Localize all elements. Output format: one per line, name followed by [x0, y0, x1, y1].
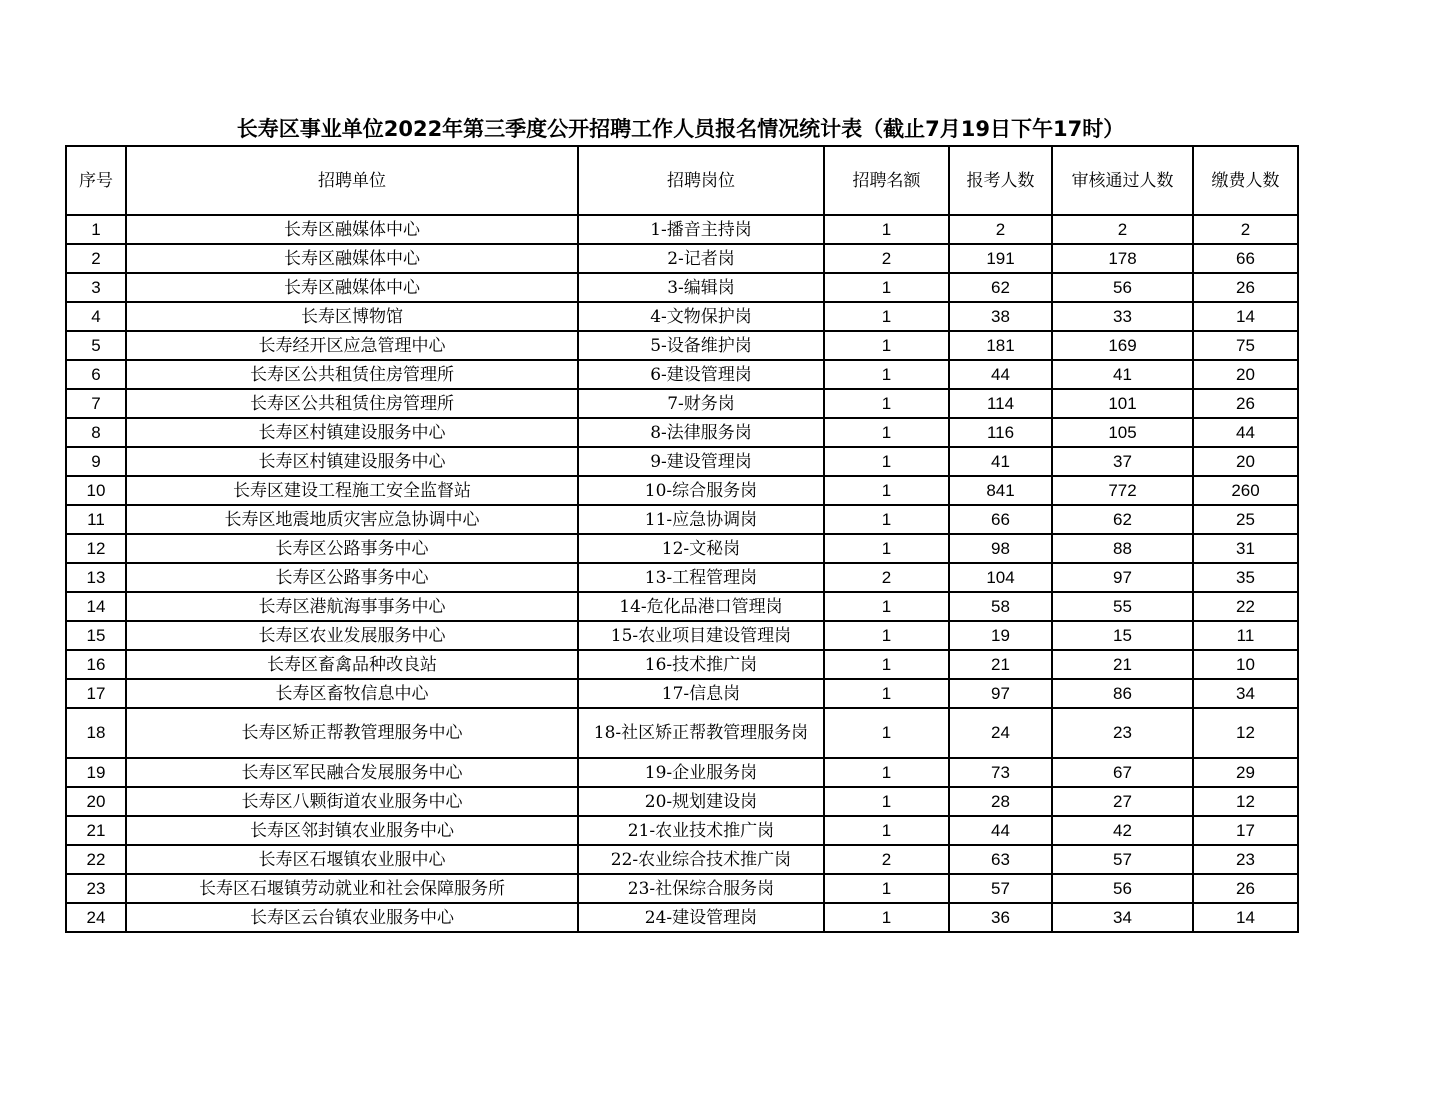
cell-approved: 67	[1052, 758, 1193, 787]
cell-paid: 22	[1193, 592, 1298, 621]
cell-applicants: 28	[949, 787, 1052, 816]
cell-post: 19-企业服务岗	[578, 758, 824, 787]
table-row	[66, 476, 1298, 505]
cell-applicants: 57	[949, 874, 1052, 903]
cell-approved: 105	[1052, 418, 1193, 447]
cell-quota: 1	[824, 787, 949, 816]
header-quota: 招聘名额	[824, 146, 949, 215]
cell-unit: 长寿区融媒体中心	[126, 244, 578, 273]
cell-applicants: 24	[949, 708, 1052, 758]
cell-index: 6	[66, 360, 126, 389]
cell-unit: 长寿区畜禽品种改良站	[126, 650, 578, 679]
cell-post: 1-播音主持岗	[578, 215, 824, 244]
cell-unit: 长寿区畜牧信息中心	[126, 679, 578, 708]
cell-quota: 1	[824, 331, 949, 360]
cell-approved: 88	[1052, 534, 1193, 563]
cell-index: 7	[66, 389, 126, 418]
cell-approved: 42	[1052, 816, 1193, 845]
table-body	[66, 215, 1298, 932]
cell-unit: 长寿区石堰镇农业服中心	[126, 845, 578, 874]
table-row	[66, 302, 1298, 331]
cell-post: 23-社保综合服务岗	[578, 874, 824, 903]
cell-unit: 长寿区石堰镇劳动就业和社会保障服务所	[126, 874, 578, 903]
cell-index: 21	[66, 816, 126, 845]
cell-index: 1	[66, 215, 126, 244]
table-row	[66, 758, 1298, 787]
table-row	[66, 563, 1298, 592]
cell-quota: 1	[824, 592, 949, 621]
cell-unit: 长寿区地震地质灾害应急协调中心	[126, 505, 578, 534]
cell-approved: 169	[1052, 331, 1193, 360]
cell-quota: 2	[824, 244, 949, 273]
cell-paid: 10	[1193, 650, 1298, 679]
cell-quota: 1	[824, 418, 949, 447]
cell-unit: 长寿区八颗街道农业服务中心	[126, 787, 578, 816]
cell-applicants: 58	[949, 592, 1052, 621]
cell-index: 17	[66, 679, 126, 708]
cell-quota: 1	[824, 360, 949, 389]
cell-approved: 41	[1052, 360, 1193, 389]
cell-quota: 1	[824, 389, 949, 418]
cell-paid: 14	[1193, 302, 1298, 331]
cell-applicants: 38	[949, 302, 1052, 331]
cell-post: 7-财务岗	[578, 389, 824, 418]
cell-paid: 31	[1193, 534, 1298, 563]
cell-index: 8	[66, 418, 126, 447]
cell-unit: 长寿区港航海事事务中心	[126, 592, 578, 621]
cell-unit: 长寿经开区应急管理中心	[126, 331, 578, 360]
header-index: 序号	[66, 146, 126, 215]
cell-post: 6-建设管理岗	[578, 360, 824, 389]
cell-paid: 17	[1193, 816, 1298, 845]
table-row	[66, 874, 1298, 903]
cell-index: 20	[66, 787, 126, 816]
cell-post: 2-记者岗	[578, 244, 824, 273]
cell-unit: 长寿区融媒体中心	[126, 215, 578, 244]
cell-post: 8-法律服务岗	[578, 418, 824, 447]
cell-paid: 34	[1193, 679, 1298, 708]
cell-unit: 长寿区农业发展服务中心	[126, 621, 578, 650]
cell-applicants: 66	[949, 505, 1052, 534]
cell-paid: 75	[1193, 331, 1298, 360]
table-row	[66, 708, 1298, 758]
cell-post: 14-危化品港口管理岗	[578, 592, 824, 621]
header-applicants: 报考人数	[949, 146, 1052, 215]
cell-quota: 2	[824, 845, 949, 874]
cell-approved: 27	[1052, 787, 1193, 816]
cell-applicants: 104	[949, 563, 1052, 592]
cell-applicants: 97	[949, 679, 1052, 708]
cell-unit: 长寿区村镇建设服务中心	[126, 418, 578, 447]
cell-post: 10-综合服务岗	[578, 476, 824, 505]
cell-applicants: 62	[949, 273, 1052, 302]
cell-unit: 长寿区公共租赁住房管理所	[126, 360, 578, 389]
table-row	[66, 650, 1298, 679]
cell-index: 19	[66, 758, 126, 787]
cell-quota: 1	[824, 534, 949, 563]
table-row	[66, 244, 1298, 273]
cell-paid: 26	[1193, 273, 1298, 302]
cell-post: 16-技术推广岗	[578, 650, 824, 679]
cell-paid: 26	[1193, 874, 1298, 903]
table-row	[66, 447, 1298, 476]
table-row	[66, 215, 1298, 244]
cell-index: 11	[66, 505, 126, 534]
table-row	[66, 360, 1298, 389]
cell-approved: 37	[1052, 447, 1193, 476]
cell-index: 24	[66, 903, 126, 932]
cell-post: 13-工程管理岗	[578, 563, 824, 592]
cell-post: 18-社区矫正帮教管理服务岗	[578, 708, 824, 758]
header-paid: 缴费人数	[1193, 146, 1298, 215]
cell-unit: 长寿区云台镇农业服务中心	[126, 903, 578, 932]
table-row	[66, 331, 1298, 360]
cell-applicants: 44	[949, 816, 1052, 845]
cell-paid: 12	[1193, 787, 1298, 816]
cell-quota: 1	[824, 758, 949, 787]
cell-unit: 长寿区建设工程施工安全监督站	[126, 476, 578, 505]
cell-applicants: 44	[949, 360, 1052, 389]
cell-approved: 97	[1052, 563, 1193, 592]
table-row	[66, 621, 1298, 650]
header-approved: 审核通过人数	[1052, 146, 1193, 215]
cell-applicants: 41	[949, 447, 1052, 476]
table-row	[66, 389, 1298, 418]
cell-applicants: 63	[949, 845, 1052, 874]
cell-applicants: 73	[949, 758, 1052, 787]
cell-approved: 56	[1052, 273, 1193, 302]
cell-index: 15	[66, 621, 126, 650]
cell-unit: 长寿区军民融合发展服务中心	[126, 758, 578, 787]
cell-paid: 23	[1193, 845, 1298, 874]
cell-quota: 2	[824, 563, 949, 592]
cell-paid: 260	[1193, 476, 1298, 505]
cell-index: 13	[66, 563, 126, 592]
cell-approved: 15	[1052, 621, 1193, 650]
cell-applicants: 841	[949, 476, 1052, 505]
cell-applicants: 114	[949, 389, 1052, 418]
cell-applicants: 116	[949, 418, 1052, 447]
cell-paid: 44	[1193, 418, 1298, 447]
cell-post: 5-设备维护岗	[578, 331, 824, 360]
cell-unit: 长寿区公共租赁住房管理所	[126, 389, 578, 418]
cell-quota: 1	[824, 903, 949, 932]
table-row	[66, 505, 1298, 534]
table-header-row	[66, 146, 1298, 215]
cell-paid: 20	[1193, 360, 1298, 389]
cell-post: 22-农业综合技术推广岗	[578, 845, 824, 874]
table-row	[66, 418, 1298, 447]
cell-post: 17-信息岗	[578, 679, 824, 708]
header-post: 招聘岗位	[578, 146, 824, 215]
cell-quota: 1	[824, 621, 949, 650]
cell-approved: 56	[1052, 874, 1193, 903]
cell-approved: 62	[1052, 505, 1193, 534]
cell-index: 16	[66, 650, 126, 679]
cell-approved: 178	[1052, 244, 1193, 273]
cell-unit: 长寿区融媒体中心	[126, 273, 578, 302]
cell-approved: 34	[1052, 903, 1193, 932]
cell-quota: 1	[824, 215, 949, 244]
cell-approved: 86	[1052, 679, 1193, 708]
cell-paid: 29	[1193, 758, 1298, 787]
cell-quota: 1	[824, 650, 949, 679]
table-row	[66, 679, 1298, 708]
cell-index: 14	[66, 592, 126, 621]
cell-post: 12-文秘岗	[578, 534, 824, 563]
cell-unit: 长寿区公路事务中心	[126, 534, 578, 563]
recruitment-statistics-table	[65, 145, 1299, 933]
table-row	[66, 903, 1298, 932]
cell-unit: 长寿区邻封镇农业服务中心	[126, 816, 578, 845]
cell-approved: 57	[1052, 845, 1193, 874]
cell-approved: 23	[1052, 708, 1193, 758]
cell-post: 20-规划建设岗	[578, 787, 824, 816]
cell-post: 21-农业技术推广岗	[578, 816, 824, 845]
header-unit: 招聘单位	[126, 146, 578, 215]
cell-quota: 1	[824, 447, 949, 476]
cell-paid: 2	[1193, 215, 1298, 244]
cell-approved: 33	[1052, 302, 1193, 331]
cell-unit: 长寿区博物馆	[126, 302, 578, 331]
cell-quota: 1	[824, 816, 949, 845]
cell-applicants: 191	[949, 244, 1052, 273]
table-row	[66, 787, 1298, 816]
cell-approved: 55	[1052, 592, 1193, 621]
cell-index: 12	[66, 534, 126, 563]
cell-post: 9-建设管理岗	[578, 447, 824, 476]
cell-paid: 20	[1193, 447, 1298, 476]
cell-quota: 1	[824, 505, 949, 534]
cell-post: 11-应急协调岗	[578, 505, 824, 534]
cell-applicants: 36	[949, 903, 1052, 932]
cell-paid: 35	[1193, 563, 1298, 592]
table-row	[66, 816, 1298, 845]
cell-paid: 12	[1193, 708, 1298, 758]
cell-post: 4-文物保护岗	[578, 302, 824, 331]
cell-unit: 长寿区矫正帮教管理服务中心	[126, 708, 578, 758]
cell-index: 22	[66, 845, 126, 874]
cell-unit: 长寿区村镇建设服务中心	[126, 447, 578, 476]
cell-applicants: 21	[949, 650, 1052, 679]
table-row	[66, 592, 1298, 621]
cell-approved: 2	[1052, 215, 1193, 244]
cell-quota: 1	[824, 476, 949, 505]
cell-index: 2	[66, 244, 126, 273]
cell-applicants: 98	[949, 534, 1052, 563]
cell-applicants: 2	[949, 215, 1052, 244]
cell-paid: 66	[1193, 244, 1298, 273]
cell-post: 24-建设管理岗	[578, 903, 824, 932]
table-row	[66, 845, 1298, 874]
cell-paid: 26	[1193, 389, 1298, 418]
cell-paid: 25	[1193, 505, 1298, 534]
cell-approved: 772	[1052, 476, 1193, 505]
document-title: 长寿区事业单位2022年第三季度公开招聘工作人员报名情况统计表（截止7月19日下午17时）	[236, 117, 1125, 141]
cell-index: 9	[66, 447, 126, 476]
cell-quota: 1	[824, 302, 949, 331]
cell-index: 5	[66, 331, 126, 360]
cell-unit: 长寿区公路事务中心	[126, 563, 578, 592]
cell-quota: 1	[824, 679, 949, 708]
cell-approved: 21	[1052, 650, 1193, 679]
cell-index: 3	[66, 273, 126, 302]
cell-approved: 101	[1052, 389, 1193, 418]
cell-quota: 1	[824, 708, 949, 758]
cell-post: 15-农业项目建设管理岗	[578, 621, 824, 650]
table-row	[66, 534, 1298, 563]
cell-index: 10	[66, 476, 126, 505]
cell-quota: 1	[824, 273, 949, 302]
cell-paid: 14	[1193, 903, 1298, 932]
cell-index: 4	[66, 302, 126, 331]
cell-paid: 11	[1193, 621, 1298, 650]
cell-index: 23	[66, 874, 126, 903]
cell-applicants: 19	[949, 621, 1052, 650]
cell-post: 3-编辑岗	[578, 273, 824, 302]
table-row	[66, 273, 1298, 302]
cell-quota: 1	[824, 874, 949, 903]
cell-index: 18	[66, 708, 126, 758]
cell-applicants: 181	[949, 331, 1052, 360]
